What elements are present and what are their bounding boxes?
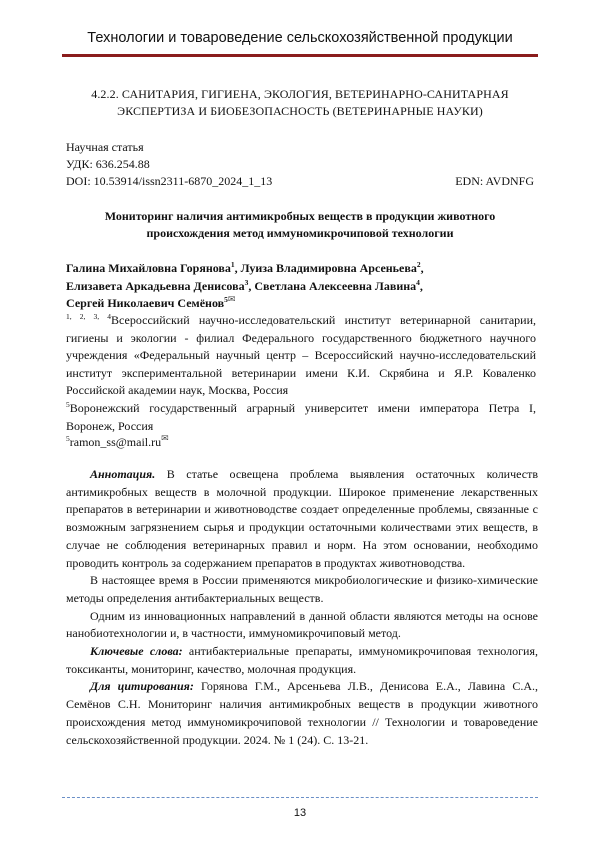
- email-link[interactable]: ramon_ss@mail.ru: [69, 435, 162, 449]
- abstract-paragraph: [66, 572, 538, 607]
- author-name: Светлана Алексеевна Лавина: [254, 278, 417, 293]
- udk: УДК: 636.254.88: [66, 157, 150, 171]
- author-affil-sup: 1: [230, 260, 235, 269]
- contact-email: [66, 434, 536, 452]
- author-affil-sup: 2: [416, 260, 421, 269]
- author-name: Луиза Владимировна Арсеньева: [240, 261, 417, 275]
- section-heading-line2: ЭКСПЕРТИЗА И БИОБЕЗОПАСНОСТЬ (ВЕТЕРИНАРНЫЕ НАУКИ): [117, 104, 483, 118]
- abstract-paragraph: [66, 608, 538, 643]
- keywords-text: антибактериальные препараты, иммуномикрочиповая технология, токсиканты, мониторинг, качество, молочная продукция.: [66, 644, 538, 676]
- abstract-text: В статье освещена проблема выявления остаточных количеств антимикробных веществ в молочной продукции. Широкое применение лекарственных препаратов в ветеринарии и животноводстве создает определенные проблемы, связанные с возможным загрязнением сырья и продукции остаточными количествами этих веществ, в случае не соблюдения ветеринарных правил и норм. На этом основании, необходимо проводить контроль за содержанием препаратов в продуктах животноводства.: [66, 467, 539, 570]
- keywords-paragraph: [66, 643, 538, 678]
- page-number: 13: [293, 807, 307, 819]
- affiliation-text: Воронежский государственный аграрный университет имени императора Петра I, Воронеж, Россия: [66, 401, 536, 433]
- author-affil-sup: 5: [224, 295, 228, 304]
- affiliation-1: [66, 312, 536, 400]
- article-title-line2: происхождения метод иммуномикрочиповой технологии: [146, 226, 454, 240]
- abstract-text: В настоящее время в России применяются микробиологические и физико-химические методы определения антибактериальных веществ.: [66, 573, 538, 605]
- author-name: Галина Михайловна Горянова: [66, 261, 231, 275]
- article-title-line1: Мониторинг наличия антимикробных веществ в продукции животного: [104, 209, 496, 223]
- affiliation-text: Всероссийский научно-исследовательский институт ветеринарной санитарии, гигиены и экологии - филиал Федерального государственного бюджетного научного учреждения «Федеральный научный центр – Всероссийский научно-исследовательский институт экспериментальной ветеринарии имени К.И. Скрябина и Я.Р. Коваленко Российской академии наук, Москва, Россия: [66, 313, 536, 398]
- header-rule: [62, 54, 538, 57]
- author-separator: ,: [248, 278, 255, 293]
- author-separator: ,: [420, 261, 424, 275]
- affiliation-sup: 5: [66, 434, 70, 443]
- citation-paragraph: [66, 678, 538, 749]
- envelope-icon: ✉: [161, 433, 169, 443]
- affiliation-2: [66, 400, 536, 435]
- affiliation-sup: 1, 2, 3, 4: [66, 312, 112, 321]
- abstract-paragraph: [66, 466, 538, 572]
- author-name: Елизавета Аркадьевна Денисова: [66, 278, 245, 293]
- footer-rule: [62, 797, 538, 798]
- envelope-icon: ✉: [227, 294, 236, 304]
- author-separator: ,: [234, 261, 241, 275]
- keywords-label: Ключевые слова:: [90, 644, 183, 659]
- author-list: [66, 260, 536, 313]
- journal-header: Технологии и товароведение сельскохозяйственной продукции: [87, 30, 513, 46]
- section-heading: [50, 86, 550, 120]
- article-title: [66, 208, 534, 242]
- author-affil-sup: 4: [416, 277, 420, 287]
- citation-text: Горянова Г.М., Арсеньева Л.В., Денисова Е.А., Лавина С.А., Семёнов С.Н. Мониторинг наличия антимикробных веществ в продукции животного происхождения метод иммуномикрочиповой технологии // Технологии и товароведение сельскохозяйственной продукции. 2024. № 1 (24). С. 13-21.: [66, 679, 539, 747]
- abstract-label: Аннотация.: [90, 467, 156, 481]
- author-name: Сергей Николаевич Семёнов: [66, 296, 225, 310]
- section-heading-line1: 4.2.2. САНИТАРИЯ, ГИГИЕНА, ЭКОЛОГИЯ, ВЕТЕРИНАРНО-САНИТАРНАЯ: [91, 87, 509, 101]
- citation-label: Для цитирования:: [90, 679, 194, 694]
- abstract-block: [66, 466, 538, 749]
- edn: EDN: AVDNFG: [455, 174, 534, 188]
- doi[interactable]: DOI: 10.53914/issn2311-6870_2024_1_13: [66, 174, 273, 188]
- affiliation-sup: 5: [66, 400, 70, 409]
- article-type: Научная статья: [66, 140, 144, 154]
- author-separator: ,: [419, 278, 423, 293]
- author-affil-sup: 3: [244, 277, 249, 287]
- abstract-text: Одним из инновационных направлений в данной области являются методы на основе нанобиотехнологии и, в частности, иммуномикрочиповый метод.: [66, 608, 538, 641]
